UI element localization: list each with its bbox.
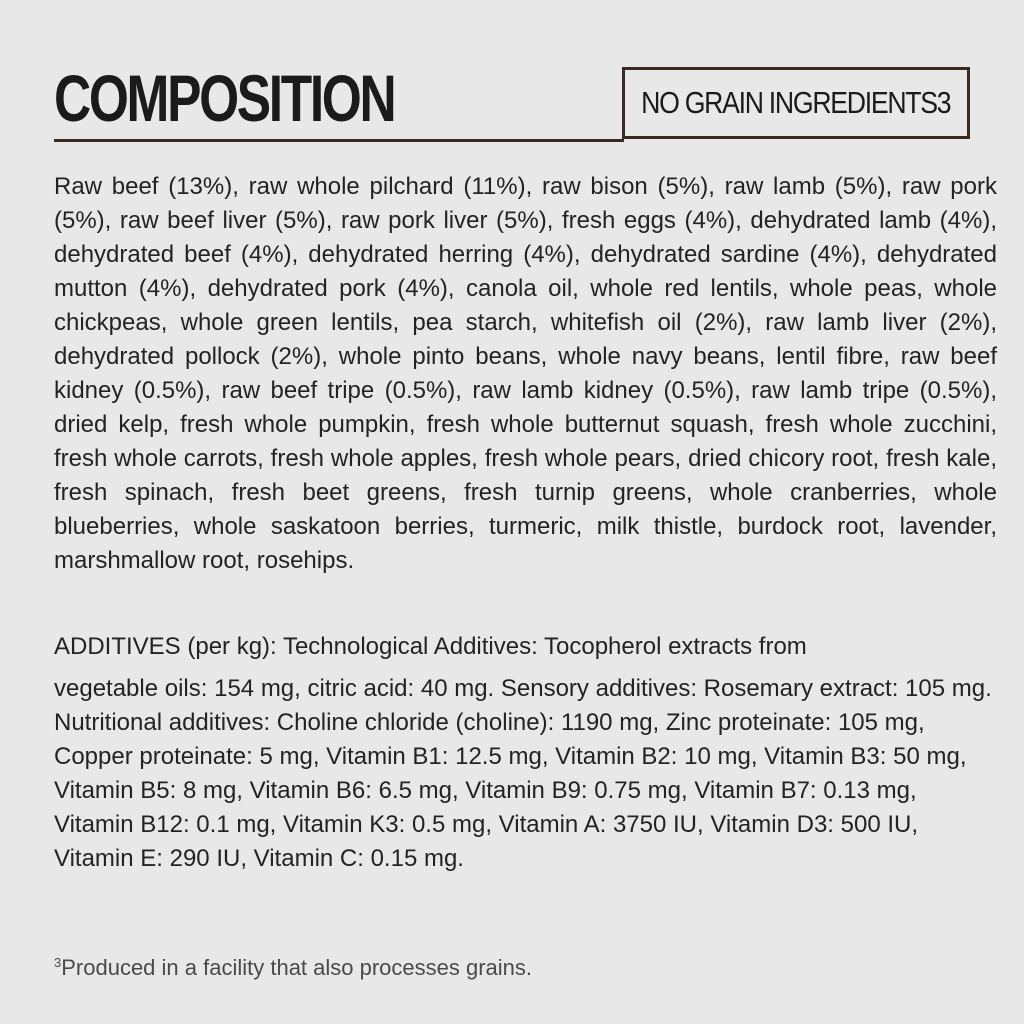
badge-label: NO GRAIN INGREDIENTS3 — [641, 85, 951, 120]
no-grain-badge — [622, 67, 970, 139]
ingredients-list: Raw beef (13%), raw whole pilchard (11%), raw bison (5%), raw lamb (5%), raw pork (5%), raw beef liver (5%), raw pork liver (5%), fresh eggs (4%), dehydrated lamb (4%), dehydrated beef (4%), dehydrated herring (4%), dehydrated sardine (4%), dehydrated mutton (4%), dehydrated pork (4%), canola oil, whole red lentils, whole peas, whole chickpeas, whole green lentils, pea starch, whitefish oil (2%), raw lamb liver (2%), dehydrated pollock (2%), whole pinto beans, whole navy beans, lentil fibre, raw beef kidney (0.5%), raw beef tripe (0.5%), raw lamb kidney (0.5%), raw lamb tripe (0.5%), dried kelp, fresh whole pumpkin, fresh whole butternut squash, fresh whole zucchini, fresh whole carrots, fresh whole apples, fresh whole pears, dried chicory root, fresh kale, fresh spinach, fresh beet greens, fresh turnip greens, whole cranberries, whole blueberries, whole saskatoon berries, turmeric, milk thistle, burdock root, lavender, marshmallow root, rosehips. — [54, 173, 997, 574]
footnote-text: Produced in a facility that also processes grains. — [61, 955, 533, 980]
footnote — [54, 948, 532, 983]
page-title: COMPOSITION — [54, 61, 395, 135]
additives-intro: ADDITIVES (per kg): Technological Additives: Tocopherol extracts from — [54, 633, 807, 660]
footnote-marker: 3 — [54, 955, 62, 970]
title-underline — [54, 139, 624, 142]
additives-section — [54, 630, 997, 876]
additives-body: vegetable oils: 154 mg, citric acid: 40 mg. Sensory additives: Rosemary extract: 105 mg. Nutritional additives: Choline chloride (choline): 1190 mg, Zinc proteinate: 105 mg, Copper proteinate: 5 mg, Vitamin B1: 12.5 mg, Vitamin B2: 10 mg, Vitamin B3: 50 mg, Vitamin B5: 8 mg, Vitamin B6: 6.5 mg, Vitamin B9: 0.75 mg, Vitamin B7: 0.13 mg, Vitamin B12: 0.1 mg, Vitamin K3: 0.5 mg, Vitamin A: 3750 IU, Vitamin D3: 500 IU, Vitamin E: 290 IU, Vitamin C: 0.15 mg. — [54, 675, 992, 872]
